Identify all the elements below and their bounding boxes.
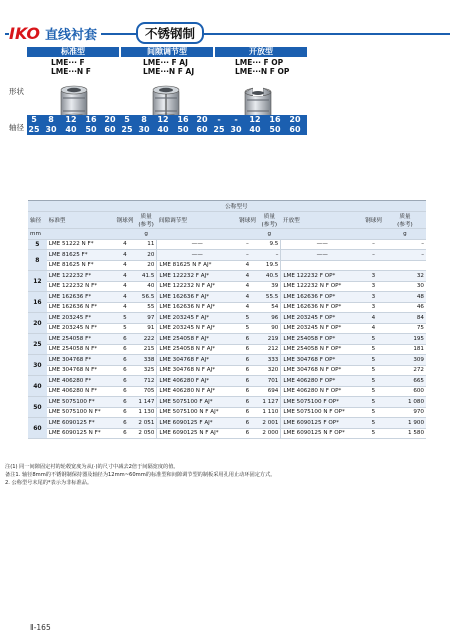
ref-label: (参考) (397, 222, 413, 228)
size-cell: 50 (85, 125, 97, 134)
code-line: LME··· F (51, 58, 85, 67)
cell-op: LME 406280 N F OP* (281, 386, 363, 397)
cell-b3: – (363, 250, 384, 261)
cell-m1: 56.5 (135, 292, 157, 303)
cell-d: 50 (28, 397, 47, 418)
cell-b2: 6 (237, 428, 258, 439)
table-row (28, 292, 426, 303)
cell-b3: 5 (363, 365, 384, 376)
cell-m3: 84 (384, 313, 426, 324)
header-adjustable: 间隙调节型 (157, 212, 237, 229)
cell-m3: 1 900 (384, 418, 426, 429)
unit-blank (115, 229, 136, 240)
cell-d: 20 (28, 313, 47, 334)
header-open: 开放型 (281, 212, 363, 229)
page-number: Ⅱ-165 (30, 623, 51, 632)
cell-adj: LME 406280 N F AJ* (157, 386, 237, 397)
cell-b1: 4 (115, 239, 136, 250)
cell-op: LME 5075100 N F OP* (281, 407, 363, 418)
cell-std: LME 162636 N F* (47, 302, 115, 313)
table-row (28, 313, 426, 324)
cell-op: —— (281, 250, 363, 261)
cell-b1: 6 (115, 376, 136, 387)
code-line: LME···N F (51, 67, 91, 76)
cell-b1: 6 (115, 407, 136, 418)
cell-d: 25 (28, 334, 47, 355)
table-header-row-units (28, 229, 426, 240)
cell-adj: LME 162636 F AJ* (157, 292, 237, 303)
cell-b1: 6 (115, 365, 136, 376)
cell-b3: 3 (363, 292, 384, 303)
size-cell: 30 (230, 125, 242, 134)
header-mass-1 (135, 212, 157, 229)
header-mass-2 (258, 212, 281, 229)
cell-b3: 5 (363, 355, 384, 366)
shape-row-label: 形状 (9, 87, 24, 96)
unit-blank (281, 229, 363, 240)
cell-b3: 5 (363, 376, 384, 387)
table-row (28, 250, 426, 261)
cell-adj: LME 5075100 F AJ* (157, 397, 237, 408)
header-group-title: 公称型号 (47, 201, 426, 212)
cell-m2: 40.5 (258, 271, 281, 282)
cell-b3: 4 (363, 323, 384, 334)
cell-b2: 6 (237, 397, 258, 408)
cell-b2: – (237, 250, 258, 261)
cell-m3: 46 (384, 302, 426, 313)
cell-adj: —— (157, 250, 237, 261)
unit-blank (157, 229, 237, 240)
cell-m1: 1 130 (135, 407, 157, 418)
size-cell: 12 (249, 115, 261, 124)
cell-b2: 5 (237, 313, 258, 324)
cell-b3: 5 (363, 397, 384, 408)
cell-m1: 11 (135, 239, 157, 250)
table-row (28, 260, 426, 271)
size-cell: 8 (48, 115, 54, 124)
size-cell: 16 (85, 115, 97, 124)
cell-adj: LME 254058 F AJ* (157, 334, 237, 345)
cell-b3: 5 (363, 334, 384, 345)
cell-op: LME 254058 N F OP* (281, 344, 363, 355)
size-cell: 20 (289, 115, 301, 124)
cell-b1: 5 (115, 313, 136, 324)
cell-b1: 6 (115, 397, 136, 408)
cell-b1: 4 (115, 250, 136, 261)
cell-b2: 6 (237, 386, 258, 397)
code-line: LME···N F OP (235, 67, 290, 76)
cell-d: 8 (28, 250, 47, 271)
cell-d: 30 (28, 355, 47, 376)
footnote: 注(1) 同一间隙固定衬的轮毂宽度为从(·)的尺寸中减去2倍于间隔宽度的值。 (5, 464, 179, 470)
unit-blank (363, 229, 384, 240)
cell-b2: 6 (237, 334, 258, 345)
cell-std: LME 162636 F* (47, 292, 115, 303)
size-cell: - (234, 115, 238, 124)
cell-b2: 4 (237, 302, 258, 313)
cell-std: LME 254058 N F* (47, 344, 115, 355)
cell-b1: 6 (115, 344, 136, 355)
cell-b2: 4 (237, 292, 258, 303)
cell-std: LME 122232 F* (47, 271, 115, 282)
unit-blank (47, 229, 115, 240)
code-line: LME··· F AJ (143, 58, 188, 67)
cell-std: LME 304768 N F* (47, 365, 115, 376)
header-blank (28, 201, 47, 212)
cell-m1: 222 (135, 334, 157, 345)
size-cell: 60 (104, 125, 116, 134)
table-row (28, 397, 426, 408)
footnotes (5, 463, 445, 487)
size-cell: 5 (31, 115, 37, 124)
size-cell: 12 (157, 115, 169, 124)
table-row (28, 428, 426, 439)
header-balls-2: 钢球列 (237, 212, 258, 229)
cell-m1: 325 (135, 365, 157, 376)
dimension-table-box (28, 200, 426, 462)
shaft-row-label: 轴径 (9, 123, 24, 132)
cell-op: —— (281, 239, 363, 250)
cell-op: LME 406280 F OP* (281, 376, 363, 387)
cell-m1: 705 (135, 386, 157, 397)
cell-std: LME 6090125 F* (47, 418, 115, 429)
cell-op: LME 304768 N F OP* (281, 365, 363, 376)
cell-adj: LME 203245 N F AJ* (157, 323, 237, 334)
cell-std: LME 81625 F* (47, 250, 115, 261)
cell-m3: – (384, 239, 426, 250)
cell-m3: 75 (384, 323, 426, 334)
cell-m1: 97 (135, 313, 157, 324)
cell-b2: 6 (237, 344, 258, 355)
cell-m3: – (384, 250, 426, 261)
cell-op: LME 162636 N F OP* (281, 302, 363, 313)
size-cell: 40 (249, 125, 261, 134)
cell-std: LME 406280 N F* (47, 386, 115, 397)
type-open-codes (235, 58, 289, 76)
cell-m3: 309 (384, 355, 426, 366)
cell-std: LME 304768 F* (47, 355, 115, 366)
cell-b3: 5 (363, 386, 384, 397)
type-adjustable-codes (143, 58, 194, 76)
unit-g: g (258, 229, 281, 240)
cell-std: LME 6090125 N F* (47, 428, 115, 439)
table-row (28, 386, 426, 397)
unit-blank (237, 229, 258, 240)
cell-m2: – (258, 250, 281, 261)
table-row (28, 376, 426, 387)
cell-m2: 1 127 (258, 397, 281, 408)
size-cell: - (217, 115, 221, 124)
cell-op: LME 162636 F OP* (281, 292, 363, 303)
table-body (28, 239, 426, 439)
cell-adj: LME 254058 N F AJ* (157, 344, 237, 355)
size-cell: 20 (104, 115, 116, 124)
table-row (28, 365, 426, 376)
cell-m2: 2 001 (258, 418, 281, 429)
size-cell: 30 (138, 125, 150, 134)
table-header-row-group (28, 201, 426, 212)
brand-block (9, 22, 101, 44)
cell-m2: 96 (258, 313, 281, 324)
cell-op: LME 122232 F OP* (281, 271, 363, 282)
mass-label: 质量 (399, 214, 411, 220)
table-row (28, 281, 426, 292)
cell-m1: 20 (135, 250, 157, 261)
cell-std: LME 203245 N F* (47, 323, 115, 334)
ref-label: (参考) (261, 222, 278, 228)
cell-m2: 90 (258, 323, 281, 334)
cell-m3: 48 (384, 292, 426, 303)
unit-mm: mm (28, 229, 47, 240)
cell-m3 (384, 260, 426, 271)
cell-m2: 9.5 (258, 239, 281, 250)
table-row (28, 302, 426, 313)
cell-b3: 4 (363, 313, 384, 324)
header-balls-1: 钢球列 (115, 212, 136, 229)
shaft-sizes-row-1 (27, 115, 305, 125)
cell-std: LME 254058 F* (47, 334, 115, 345)
type-standard-header: 标准型 (27, 47, 119, 57)
cell-b3: 5 (363, 428, 384, 439)
cell-m3: 665 (384, 376, 426, 387)
table-row (28, 355, 426, 366)
header-balls-3: 钢球列 (363, 212, 384, 229)
cell-d: 5 (28, 239, 47, 250)
size-cell: 12 (65, 115, 77, 124)
cell-m3: 181 (384, 344, 426, 355)
cell-m1: 215 (135, 344, 157, 355)
cell-b1: 6 (115, 428, 136, 439)
cell-b2: 6 (237, 418, 258, 429)
cell-b2: 6 (237, 376, 258, 387)
size-cell: 60 (289, 125, 301, 134)
cell-m3: 1 080 (384, 397, 426, 408)
cell-b3 (363, 260, 384, 271)
cell-std: LME 5075100 F* (47, 397, 115, 408)
page-title: 直线衬套 (44, 27, 97, 43)
cell-m2: 219 (258, 334, 281, 345)
cell-b2: 6 (237, 355, 258, 366)
cell-std: LME 81625 N F* (47, 260, 115, 271)
cell-op: LME 6090125 N F OP* (281, 428, 363, 439)
cell-b1: 5 (115, 323, 136, 334)
cell-m2: 212 (258, 344, 281, 355)
cell-m3: 272 (384, 365, 426, 376)
cell-b2: 5 (237, 323, 258, 334)
cell-m1: 1 147 (135, 397, 157, 408)
cell-m3: 30 (384, 281, 426, 292)
cell-m2: 19.5 (258, 260, 281, 271)
cell-m3: 600 (384, 386, 426, 397)
code-line: LME···N F AJ (143, 67, 195, 76)
cell-m1: 20 (135, 260, 157, 271)
cell-adj: LME 304768 F AJ* (157, 355, 237, 366)
cell-adj: LME 6090125 F AJ* (157, 418, 237, 429)
cell-b1: 6 (115, 355, 136, 366)
dimension-table (28, 201, 426, 439)
cell-b1: 6 (115, 418, 136, 429)
cell-m2: 54 (258, 302, 281, 313)
cell-adj: LME 162636 N F AJ* (157, 302, 237, 313)
cell-b2: 6 (237, 407, 258, 418)
cell-adj: LME 406280 F AJ* (157, 376, 237, 387)
cell-m1: 2 050 (135, 428, 157, 439)
cell-adj: LME 5075100 N F AJ* (157, 407, 237, 418)
cell-std: LME 122232 N F* (47, 281, 115, 292)
cell-b3: 3 (363, 281, 384, 292)
unit-g: g (384, 229, 426, 240)
ref-label: (参考) (138, 222, 154, 228)
cell-std: LME 203245 F* (47, 313, 115, 324)
cell-std: LME 406280 F* (47, 376, 115, 387)
cell-op: LME 304768 F OP* (281, 355, 363, 366)
cell-op: LME 203245 N F OP* (281, 323, 363, 334)
cell-m3: 32 (384, 271, 426, 282)
cell-adj: LME 122232 N F AJ* (157, 281, 237, 292)
table-row (28, 334, 426, 345)
cell-b1: 6 (115, 386, 136, 397)
material-tag: 不锈钢制 (136, 22, 204, 44)
cell-op: LME 122232 N F OP* (281, 281, 363, 292)
cell-b3: 5 (363, 407, 384, 418)
page-header (5, 22, 450, 46)
cell-m1: 2 051 (135, 418, 157, 429)
cell-m2: 39 (258, 281, 281, 292)
cell-b1: 6 (115, 334, 136, 345)
table-row (28, 323, 426, 334)
size-cell: 16 (177, 115, 189, 124)
cell-m2: 333 (258, 355, 281, 366)
shaft-sizes-row-2 (27, 125, 305, 135)
header-standard: 标准型 (47, 212, 115, 229)
size-cell: 25 (28, 125, 40, 134)
cell-adj: LME 203245 F AJ* (157, 313, 237, 324)
cell-b1: 4 (115, 260, 136, 271)
cell-b2: – (237, 239, 258, 250)
cell-m1: 91 (135, 323, 157, 334)
cell-b2: 6 (237, 365, 258, 376)
cell-adj: LME 304768 N F AJ* (157, 365, 237, 376)
cell-d: 12 (28, 271, 47, 292)
type-open-header: 开放型 (215, 47, 307, 57)
unit-g: g (135, 229, 157, 240)
mass-label: 质量 (140, 214, 152, 220)
table-row (28, 271, 426, 282)
header-mass-3 (384, 212, 426, 229)
size-cell: 5 (124, 115, 130, 124)
cell-b1: 4 (115, 292, 136, 303)
cell-b3: 5 (363, 418, 384, 429)
cell-m2: 1 110 (258, 407, 281, 418)
table-row (28, 344, 426, 355)
cell-b2: 4 (237, 271, 258, 282)
cell-m3: 970 (384, 407, 426, 418)
size-cell: 40 (65, 125, 77, 134)
footnote: 2. 公称型号末尾的*表示为非标准品。 (5, 480, 93, 486)
table-row (28, 407, 426, 418)
cell-op (281, 260, 363, 271)
table-header-row-cols (28, 212, 426, 229)
size-cell: 50 (177, 125, 189, 134)
cell-m2: 2 000 (258, 428, 281, 439)
cell-m1: 55 (135, 302, 157, 313)
size-cell: 40 (157, 125, 169, 134)
cell-std: LME 5075100 N F* (47, 407, 115, 418)
cell-d: 60 (28, 418, 47, 439)
cell-b3: 3 (363, 271, 384, 282)
cell-m2: 701 (258, 376, 281, 387)
cell-b1: 4 (115, 302, 136, 313)
cell-op: LME 5075100 F OP* (281, 397, 363, 408)
size-cell: 8 (141, 115, 147, 124)
cell-b1: 4 (115, 271, 136, 282)
cell-d: 16 (28, 292, 47, 313)
brand-logo: IKO (9, 23, 40, 43)
cell-m2: 320 (258, 365, 281, 376)
cell-std: LME 51222 N F* (47, 239, 115, 250)
cell-adj: LME 6090125 N F AJ* (157, 428, 237, 439)
cell-b3: – (363, 239, 384, 250)
size-cell: 20 (196, 115, 208, 124)
table-row (28, 418, 426, 429)
shaft-size-band (27, 115, 307, 135)
cell-b2: 4 (237, 281, 258, 292)
size-cell: 25 (121, 125, 133, 134)
footnote: 备注1. 轴径8mm的不锈钢制保持器及轴径为12mm~60mm的标准型和间隙调节型的制板采用孔用止动环固定方式。 (5, 472, 276, 478)
cell-b3: 5 (363, 344, 384, 355)
cell-adj: LME 81625 N F AJ* (157, 260, 237, 271)
cell-m1: 712 (135, 376, 157, 387)
cell-b1: 4 (115, 281, 136, 292)
cell-m3: 195 (384, 334, 426, 345)
cell-m1: 40 (135, 281, 157, 292)
cell-m3: 1 580 (384, 428, 426, 439)
type-adjustable-header: 间隙调节型 (121, 47, 213, 57)
mass-label: 质量 (263, 214, 275, 220)
cell-m2: 55.5 (258, 292, 281, 303)
size-cell: 25 (213, 125, 225, 134)
size-cell: 50 (269, 125, 281, 134)
cell-op: LME 6090125 F OP* (281, 418, 363, 429)
type-standard-codes (51, 58, 91, 76)
size-cell: 30 (45, 125, 57, 134)
code-line: LME··· F OP (235, 58, 284, 67)
cell-m1: 41.5 (135, 271, 157, 282)
cell-op: LME 203245 F OP* (281, 313, 363, 324)
cell-adj: —— (157, 239, 237, 250)
cell-b3: 3 (363, 302, 384, 313)
size-cell: 60 (196, 125, 208, 134)
cell-op: LME 254058 F OP* (281, 334, 363, 345)
cell-adj: LME 122232 F AJ* (157, 271, 237, 282)
cell-m1: 338 (135, 355, 157, 366)
table-row (28, 239, 426, 250)
header-shaft: 轴径 (28, 212, 47, 229)
cell-b2: 4 (237, 260, 258, 271)
cell-m2: 694 (258, 386, 281, 397)
size-cell: 16 (269, 115, 281, 124)
cell-d: 40 (28, 376, 47, 397)
